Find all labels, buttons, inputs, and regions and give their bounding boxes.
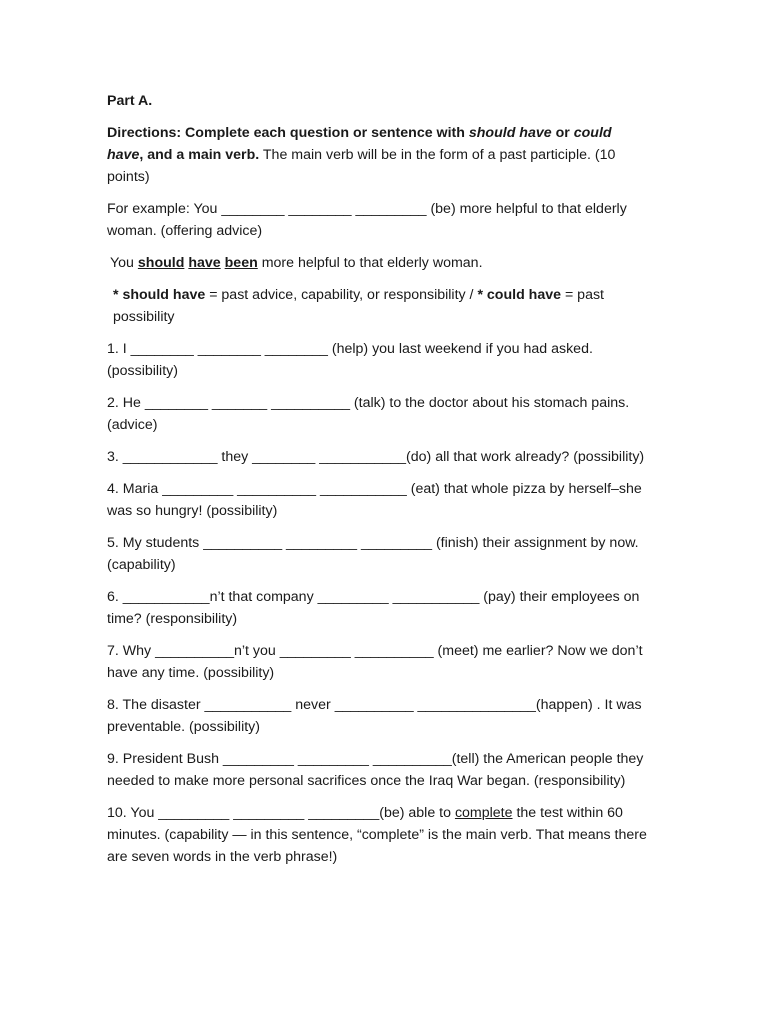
legend	[107, 284, 648, 328]
directions-lead: Directions: Complete each question or sentence with	[107, 125, 469, 141]
question-10	[107, 802, 648, 868]
example-answer-been: been	[224, 255, 258, 271]
example-answer-you: You	[110, 255, 138, 271]
example-answer-should: should	[137, 255, 185, 271]
question-10-end: the test within 60 minutes. (capability — in this sentence, “complete” is the main verb. That means there are seven words in the verb phrase!)	[107, 805, 647, 865]
question-9: 9. President Bush _________ _________ __________(tell) the American people they needed to make more personal sacrifices once the Iraq War began. (responsibility)	[107, 751, 644, 789]
directions-rest: The main verb will be in the form of a past participle. (10 points)	[107, 147, 616, 185]
directions	[107, 122, 648, 188]
example-answer-have: have	[188, 255, 221, 271]
question-1: 1. I ________ ________ ________ (help) you last weekend if you had asked. (possibility)	[107, 341, 593, 379]
example-answer-rest: more helpful to that elderly woman.	[257, 255, 483, 271]
question-3: 3. ____________ they ________ ___________(do) all that work already? (possibility)	[107, 449, 645, 465]
directions-should-have: should have	[468, 125, 552, 141]
part-title: Part A.	[107, 93, 153, 109]
question-10-start: 10. You _________ _________ _________(be) able to	[107, 805, 455, 821]
question-6: 6. ___________n’t that company _________ ___________ (pay) their employees on time? (responsibility)	[107, 589, 640, 627]
directions-could-have: could have	[107, 125, 612, 163]
legend-should-label: * should have	[113, 287, 206, 303]
legend-could-label: * could have	[477, 287, 562, 303]
question-10-complete: complete	[454, 805, 513, 821]
question-8: 8. The disaster ___________ never __________ _______________(happen) . It was preventable. (possibility)	[107, 697, 642, 735]
question-7: 7. Why __________n’t you _________ __________ (meet) me earlier? Now we don’t have any time. (possibility)	[107, 643, 643, 681]
directions-main-verb: , and a main verb.	[139, 147, 260, 163]
example-answer	[107, 252, 648, 274]
question-4: 4. Maria _________ __________ ___________ (eat) that whole pizza by herself–she was so hungry! (possibility)	[107, 481, 642, 519]
legend-should-def: = past advice, capability, or responsibility /	[205, 287, 478, 303]
directions-or: or	[551, 125, 574, 141]
legend-could-def: = past possibility	[113, 287, 605, 325]
example-prompt: For example: You ________ ________ _________ (be) more helpful to that elderly woman. (offering advice)	[107, 201, 627, 239]
question-2: 2. He ________ _______ __________ (talk) to the doctor about his stomach pains. (advice)	[107, 395, 630, 433]
question-5: 5. My students __________ _________ _________ (finish) their assignment by now. (capability)	[107, 535, 639, 573]
